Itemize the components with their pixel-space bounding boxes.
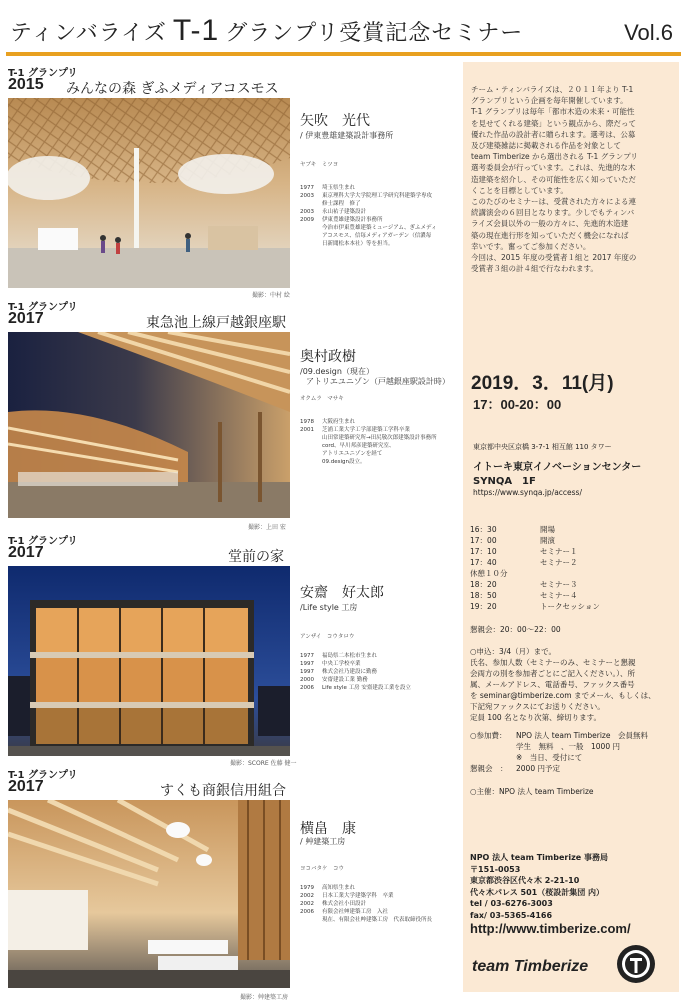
bio-row: 現在、有限会社艸建築工房 代表取締役所長	[322, 917, 433, 923]
architect-firm-former: アトリエユニゾン（戸越銀座駅設計時）	[306, 377, 450, 386]
bio-row: 2006 Life style 工房 安齋建設工業を設立	[300, 685, 411, 691]
bio-row: 1997 中央工学校卒業	[300, 661, 361, 667]
bio-row: 今治市伊東豊雄建築ミュージアム、ぎふメディ	[322, 225, 437, 231]
schedule-row: 17：10 セミナー１	[470, 547, 578, 556]
party-time: 懇親会：20：00～22：00	[470, 625, 561, 634]
volume-label: Vol.6	[624, 20, 673, 45]
schedule-row: 19：20 トークセッション	[470, 602, 600, 611]
contact-zip: 〒151-0053	[470, 864, 521, 874]
photo-credit: 撮影：中村 絵	[252, 292, 290, 299]
contact-info	[470, 852, 631, 935]
architect-bio	[300, 418, 437, 466]
bio-row: 2003 永山祐子建築設計	[300, 209, 367, 215]
title-t1: T-1	[172, 14, 220, 47]
architect-firm: /09.design（現在）	[300, 367, 374, 376]
entry-year: 2017	[8, 778, 44, 795]
entry-photo	[8, 566, 290, 756]
fee-row: 懇親会 ： 2000 円予定	[470, 764, 560, 773]
entry-kicker: T-1 グランプリ	[8, 536, 78, 547]
bio-row: 2006 有限会社艸建築工房 入社	[300, 909, 389, 915]
photo-credit: 撮影：SCORE 佐藤 健一	[230, 760, 297, 767]
event-time: 17：00-20：00	[473, 397, 562, 412]
architect-firm: / 艸建築工房	[300, 837, 346, 846]
schedule	[470, 524, 600, 612]
photo-credit: 撮影：上田 宏	[248, 524, 286, 531]
bio-row: 2001 芝浦工業大学工学部建築工学科卒業	[300, 427, 411, 433]
contact-fax: fax/ 03-5365-4166	[470, 910, 553, 920]
bio-row: 1977 埼玉県生まれ	[300, 185, 356, 191]
architect-bio	[300, 652, 411, 692]
entry-photo	[8, 98, 290, 288]
venue-address: 東京都中央区京橋 3-7-1 相互館 110 タワー	[473, 443, 612, 451]
bio-row: 2002 日本工業大学建築学科 卒業	[300, 893, 394, 899]
header	[0, 0, 687, 56]
entry-kicker: T-1 グランプリ	[8, 302, 78, 313]
bio-row: 2003 東京理科大学大学院理工学研究科建築学専攻	[300, 193, 433, 199]
architect-kana: ヤブキ ミツヨ	[300, 162, 339, 168]
entry-kicker: T-1 グランプリ	[8, 770, 78, 781]
venue-name: イトーキ東京イノベーションセンター	[473, 462, 642, 473]
application-info: ○申込：3/4（月）まで。 氏名、参加人数（セミナーのみ、セミナーと懇親 会両方の別を参加者ごとにご記入ください。）、所 属、メールアドレス、電話番号、ファックス番号 を seminar@timberize.com までメール、もしくは、 下記宛ファックスにてお送りください。 定員 100 名となり次第、締切ります。	[470, 647, 656, 722]
entry-2017-togoshi	[0, 296, 463, 532]
bio-row: 山田常建築研究所→田尻敬次郎建築設計事務所	[322, 435, 437, 441]
entry-photo	[8, 332, 290, 518]
contact-office: NPO 法人 team Timberize 事務局	[470, 853, 608, 862]
schedule-row: 16：30 開場	[470, 525, 555, 534]
bio-row: 1977 福島県二本松市生まれ	[300, 653, 378, 659]
brand-name: team Timberize	[472, 958, 589, 975]
entry-year: 2017	[8, 310, 44, 327]
schedule-row: 17：00 開演	[470, 536, 555, 545]
architect-kana: アンザイ コウタロウ	[300, 634, 355, 640]
event-date: 2019．3．11(月)	[471, 373, 614, 394]
entry-photo	[8, 800, 290, 988]
bio-row: アコスモス、信毎メディアガーデン（信濃毎	[322, 233, 432, 239]
timberize-logo-icon	[616, 944, 656, 984]
entry-work-title: みんなの森 ぎふメディアコスモス	[66, 81, 279, 97]
venue-url-link[interactable]: https://www.synqa.jp/access/	[473, 488, 582, 497]
entry-work-title: 東急池上線戸越銀座駅	[146, 315, 286, 331]
entry-2015	[0, 62, 463, 300]
entry-2017-domae	[0, 530, 463, 766]
contact-tel: tel / 03-6276-3003	[470, 899, 553, 908]
architect-bio	[300, 184, 437, 248]
bio-row: 09.design設立。	[322, 459, 366, 465]
photo-credit: 撮影：艸建築工房	[240, 994, 289, 1000]
schedule-row: 18：20 セミナー３	[470, 580, 578, 589]
architect-kana: ヨコバタケ コウ	[300, 866, 345, 872]
contact-address-2: 代々木パレス 501（桜設計集団 内）	[470, 887, 605, 897]
entry-2017-sukumo	[0, 764, 463, 1000]
architect-name: 奥村政樹	[300, 349, 356, 365]
fee-row: ○参加費： NPO 法人 team Timberize 会員無料	[470, 731, 648, 740]
header-rule	[6, 52, 681, 56]
architect-bio	[300, 884, 432, 924]
entry-year: 2017	[8, 544, 44, 561]
architect-name: 矢吹 光代	[300, 113, 370, 129]
fee-info	[470, 730, 648, 774]
schedule-row: 18：50 セミナー４	[470, 591, 578, 600]
bio-row: 2009 伊東豊雄建築設計事務所	[300, 217, 383, 223]
bio-row: 修士課程 修了	[322, 201, 361, 207]
fee-row: ※ 当日、受付にて	[516, 753, 583, 762]
bio-row: 1978 大阪府生まれ	[300, 419, 356, 425]
entry-work-title: 堂前の家	[228, 549, 284, 565]
schedule-row: 17：40 セミナー２	[470, 558, 578, 567]
architect-kana: オクムラ マサキ	[300, 396, 344, 402]
bio-row: 日新聞松本本社）等を担当。	[322, 241, 394, 247]
title-prefix: ティンバライズ	[10, 21, 167, 46]
entry-kicker: T-1 グランプリ	[8, 68, 78, 79]
bio-row: 2000 安齋建設工業 勤務	[300, 677, 368, 683]
bio-row: 2002 株式会社小田設計	[300, 901, 367, 907]
fee-row: 学生 無料 、一般 1000 円	[516, 742, 620, 751]
architect-firm: /Life style 工房	[300, 603, 358, 612]
venue-floor: SYNQA 1F	[473, 476, 536, 487]
bio-row: 1997 株式会社乃建設に勤務	[300, 669, 378, 675]
architect-name: 横畠 康	[300, 821, 356, 837]
title-suffix: グランプリ受賞記念セミナー	[225, 21, 524, 46]
bio-row: 1979 高知県生まれ	[300, 885, 356, 891]
bio-row: cord、早川邦彦建築研究室、	[322, 443, 395, 449]
contact-address-1: 東京都渋谷区代々木 2-21-10	[470, 876, 580, 885]
architect-firm: / 伊東豊雄建築設計事務所	[300, 131, 394, 140]
organizer: ○主催：NPO 法人 team Timberize	[470, 787, 594, 796]
schedule-row: 休憩１０分	[470, 569, 508, 578]
architect-name: 安齋 好太郎	[300, 585, 384, 601]
website-link[interactable]: http://www.timberize.com/	[470, 921, 631, 936]
entry-year: 2015	[8, 76, 44, 93]
intro-text: チーム・ティンバライズは、２０１１年より T-1 グランプリという企画を毎年開催しています。 T-1 グランプリは毎年「都市木造の未来・可能性 を見せてくれる建築」という観点から、際だって 優れた作品の設計者に贈られます。選考は、公募 及び建築雑誌に掲載される作品を対象として team Timberize から選出される T-1 グランプリ 選考委員会が行っています。これは、先進的な木 造建築を紹介し、その可能性を広く知っていただ くことを目標としています。 このたびのセミナーは、受賞された方々による連 続講演会の６回目となります。少しでもティンバ ライズ会員以外の一般の方々に、先進的木造建 築の現在進行形を知っていただく機会になれば 幸いです。奮ってご参加ください。 今回は、2015 年度の受賞者１組と 2017 年度の 受賞者３組の計４組で行なわれます。	[471, 85, 638, 274]
bio-row: アトリエユニゾンを経て	[322, 451, 383, 457]
entry-work-title: すくも商銀信用組合	[160, 783, 286, 799]
page-title	[10, 14, 523, 48]
